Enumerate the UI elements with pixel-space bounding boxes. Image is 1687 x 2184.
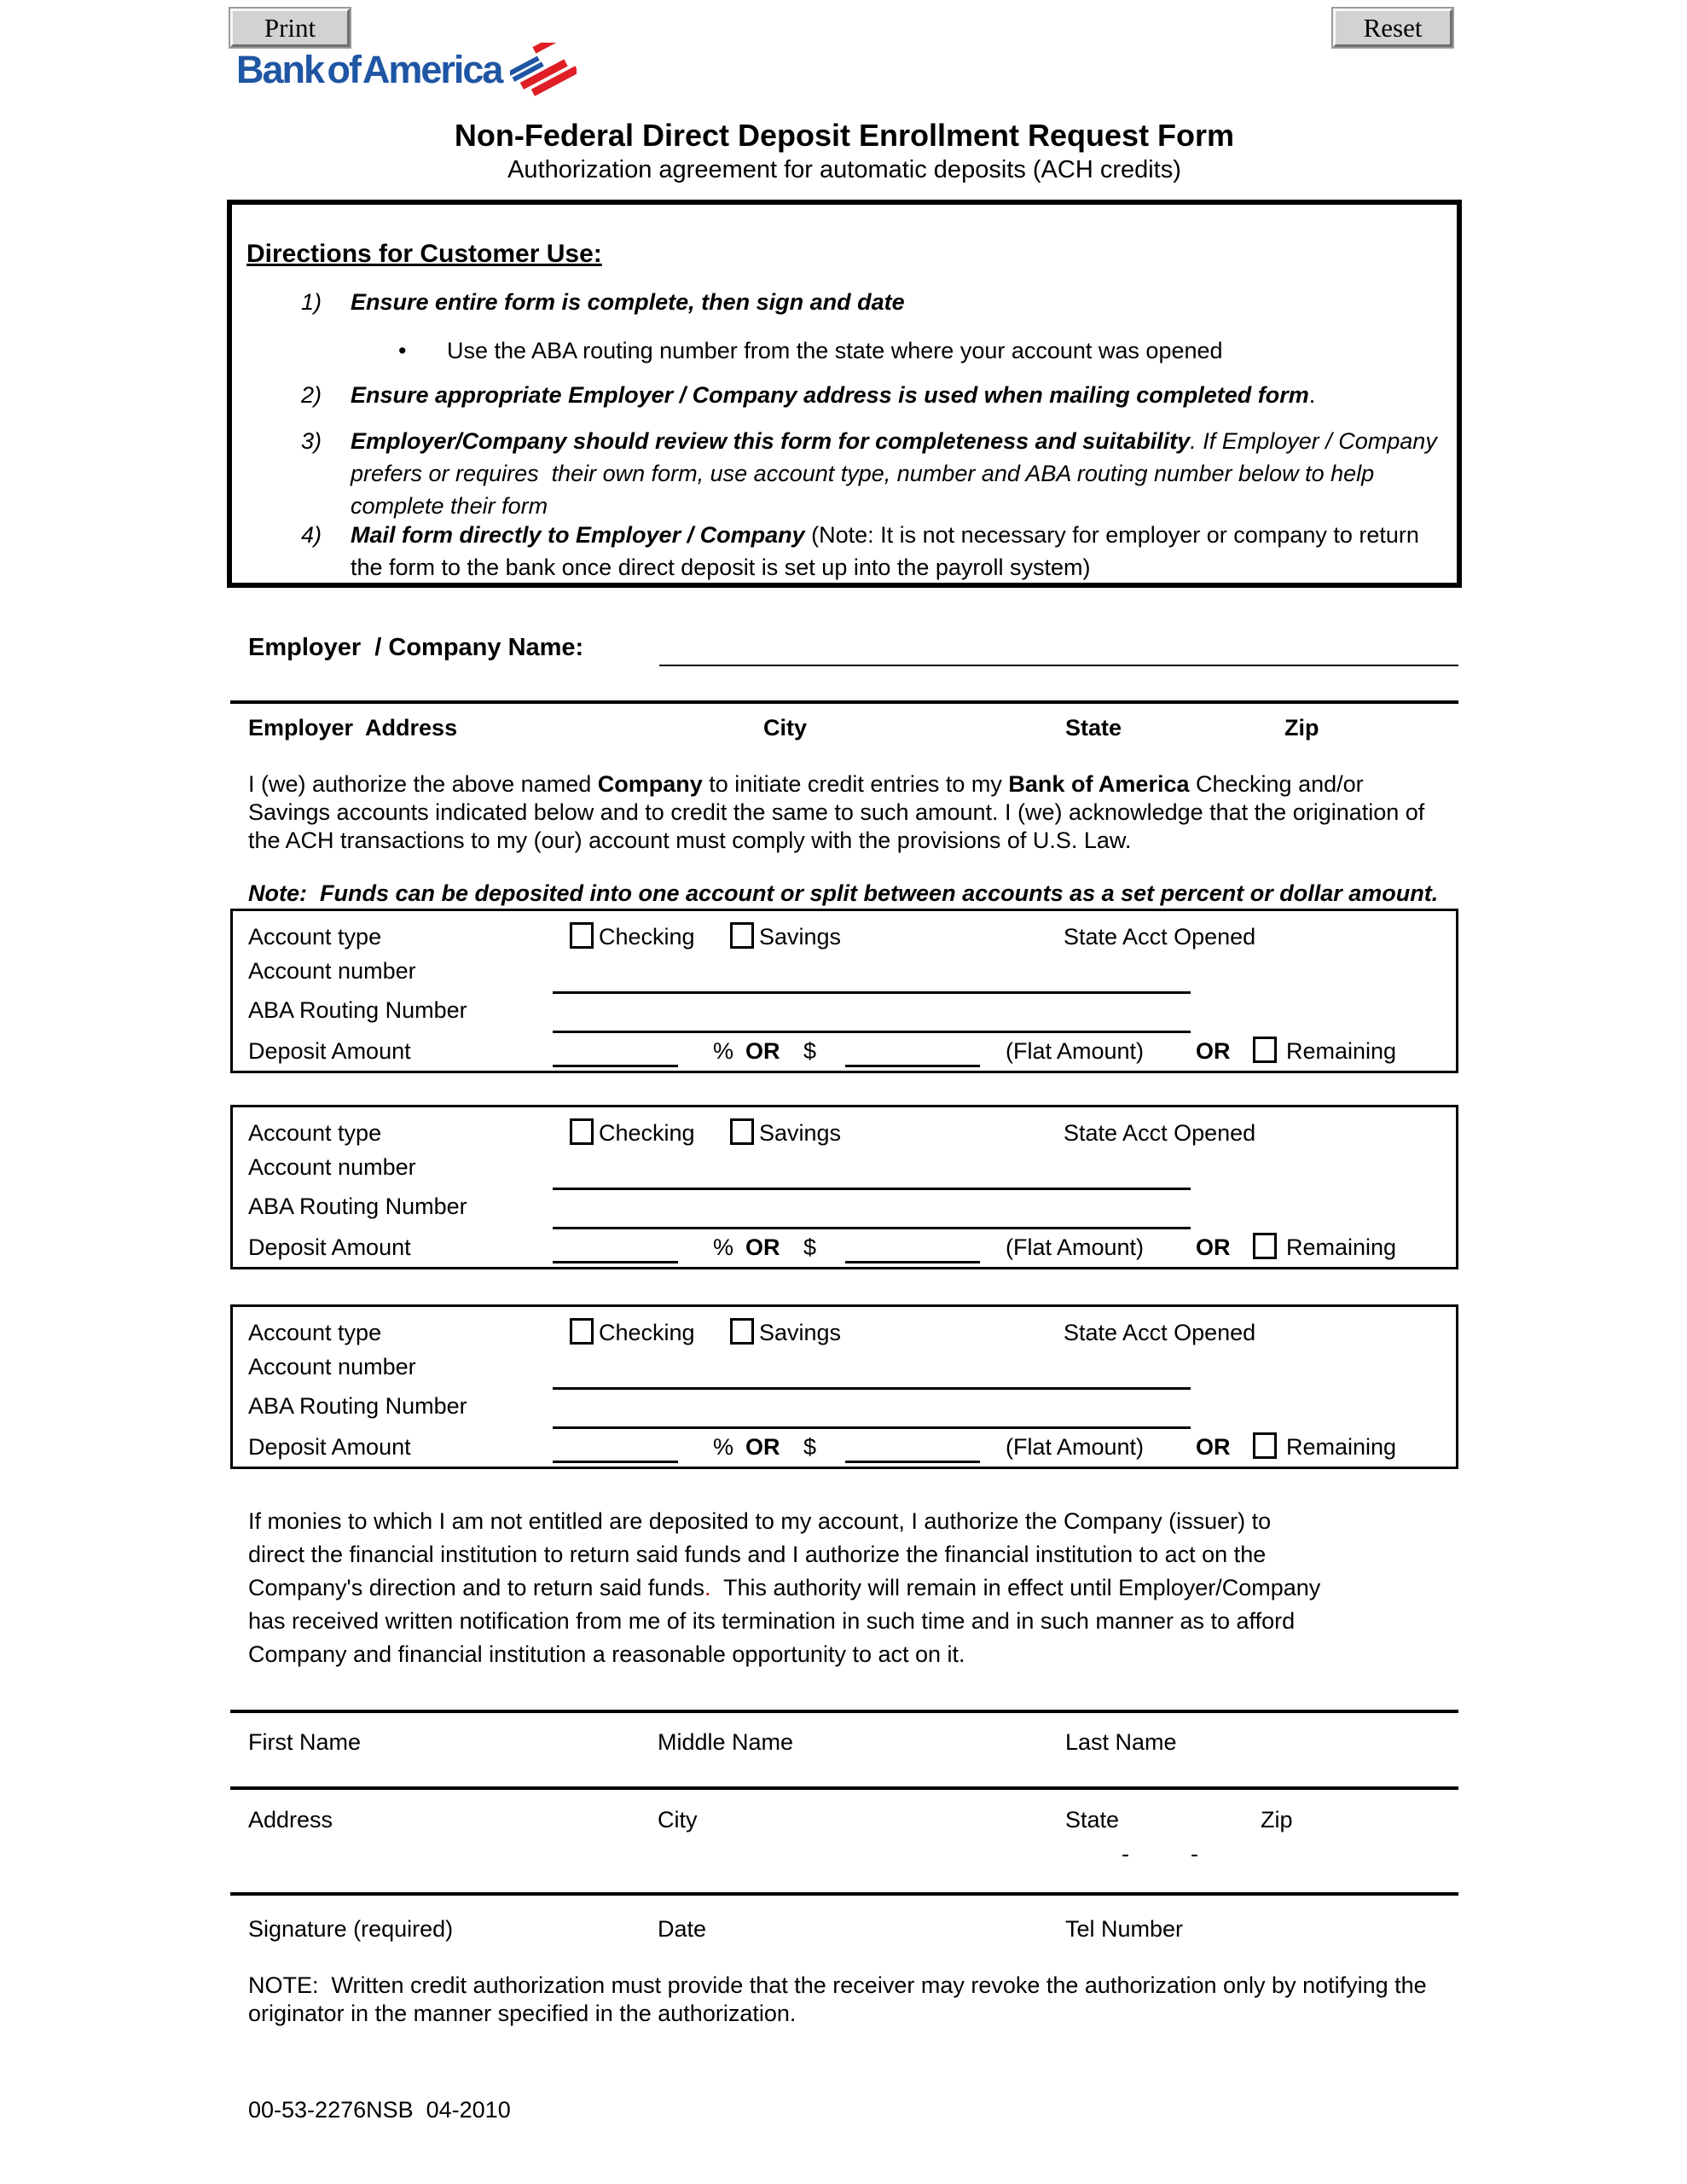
percent-sign: %: [713, 1038, 734, 1064]
auth-text-1: I (we) authorize the above named: [248, 771, 598, 797]
split-note: Note: Funds can be deposited into one account or split between accounts as a set percent or dollar amount.: [248, 880, 1439, 906]
or-label-2: OR: [1196, 1038, 1231, 1064]
remaining-label: Remaining: [1286, 1038, 1397, 1064]
percent-input-line[interactable]: [553, 1461, 678, 1463]
state-acct-opened-label: State Acct Opened: [1064, 1120, 1256, 1146]
checking-checkbox[interactable]: [570, 1118, 594, 1145]
direction-3-bold: Employer/Company should review this form for completeness and suitability: [351, 428, 1191, 454]
last-name-label: Last Name: [1065, 1729, 1177, 1755]
tel-dash-2: -: [1191, 1841, 1198, 1867]
account-block-2: [230, 1105, 1458, 1269]
footer-note: NOTE: Written credit authorization must provide that the receiver may revoke the authorization only by notifying the originator in the manner specified in the authorization.: [248, 1972, 1434, 2026]
aba-routing-input-line[interactable]: [553, 1227, 1191, 1229]
bank-of-america-wordmark: Bank of America: [236, 48, 502, 91]
flat-amount-input-line[interactable]: [845, 1261, 980, 1263]
direction-4-bold: Mail form directly to Employer / Company: [351, 522, 805, 548]
percent-sign: %: [713, 1434, 734, 1460]
state-acct-opened-label: State Acct Opened: [1064, 1320, 1256, 1345]
account-type-label: Account type: [248, 1320, 382, 1345]
tel-number-label: Tel Number: [1065, 1916, 1184, 1942]
print-button[interactable]: Print: [230, 9, 350, 47]
city-label: City: [658, 1807, 698, 1833]
employer-city-label: City: [763, 715, 808, 741]
aba-routing-input-line[interactable]: [553, 1426, 1191, 1429]
dollar-sign: $: [803, 1434, 817, 1460]
auth-text-2: to initiate credit entries to my: [702, 771, 1009, 797]
divider-name-row: [230, 1710, 1458, 1713]
signature-label: Signature (required): [248, 1916, 454, 1942]
direction-3-text: [351, 425, 1451, 522]
reset-button[interactable]: Reset: [1333, 9, 1452, 47]
employer-name-label: Employer / Company Name:: [248, 634, 584, 661]
form-number: 00-53-2276NSB 04-2010: [248, 2097, 511, 2123]
direction-2-tail: .: [1308, 382, 1316, 408]
auth-bold-bank: Bank of America: [1008, 771, 1190, 797]
divider-address-row: [230, 1786, 1458, 1790]
account-type-label: Account type: [248, 924, 382, 950]
legal-text-1: If monies to which I am not entitled are deposited to my account, I authorize the Company (issuer) to direct the financial institution to return said funds and I authorize the financial institution to act on the Company's direction and to return said funds: [248, 1508, 1278, 1600]
legal-text-2: This authority will remain in effect until Employer/Company has received written notification from me of its termination in such time and in such manner as to afford Company and financial institution a reasonable opportunity to act on it.: [248, 1575, 1327, 1667]
account-block-3: [230, 1304, 1458, 1469]
remaining-checkbox[interactable]: [1253, 1233, 1277, 1259]
account-block-1: [230, 909, 1458, 1073]
percent-input-line[interactable]: [553, 1261, 678, 1263]
remaining-label: Remaining: [1286, 1434, 1397, 1460]
account-number-label: Account number: [248, 1154, 416, 1180]
checking-label: Checking: [599, 1120, 695, 1146]
account-number-input-line[interactable]: [553, 1387, 1191, 1390]
flat-amount-input-line[interactable]: [845, 1065, 980, 1067]
aba-routing-label: ABA Routing Number: [248, 1194, 467, 1219]
percent-sign: %: [713, 1234, 734, 1260]
direction-3-tail: . If Employer / Company prefers or requires their own form, use account type, number and ABA routing number below to help complete their form: [351, 428, 1444, 519]
middle-name-label: Middle Name: [658, 1729, 794, 1755]
dollar-sign: $: [803, 1038, 817, 1064]
or-label-1: OR: [745, 1434, 780, 1460]
direction-4-tail: (Note: It is not necessary for employer or company to return the form to the bank once direct deposit is set up into the payroll system): [351, 522, 1426, 580]
first-name-label: First Name: [248, 1729, 362, 1755]
account-number-label: Account number: [248, 958, 416, 984]
employer-state-label: State: [1065, 715, 1122, 741]
tel-dash-1: -: [1122, 1841, 1129, 1867]
savings-checkbox[interactable]: [730, 922, 754, 949]
employer-zip-label: Zip: [1284, 715, 1319, 741]
flat-amount-label: (Flat Amount): [1006, 1434, 1145, 1460]
direction-1-bold: Ensure entire form is complete, then sign and date: [351, 289, 905, 315]
direction-2-number: 2): [301, 382, 322, 408]
aba-routing-input-line[interactable]: [553, 1031, 1191, 1033]
or-label-1: OR: [745, 1038, 780, 1064]
direction-2-bold: Ensure appropriate Employer / Company address is used when mailing completed form: [351, 382, 1309, 408]
page-subtitle: Authorization agreement for automatic deposits (ACH credits): [507, 156, 1181, 183]
employer-name-input-line[interactable]: [659, 634, 1458, 666]
savings-label: Savings: [759, 1120, 842, 1146]
direction-2-text: [351, 379, 1451, 411]
deposit-amount-label: Deposit Amount: [248, 1434, 411, 1460]
percent-input-line[interactable]: [553, 1065, 678, 1067]
divider-signature-row: [230, 1892, 1458, 1896]
authorization-paragraph: [248, 770, 1434, 855]
aba-routing-label: ABA Routing Number: [248, 1393, 467, 1419]
checking-checkbox[interactable]: [570, 922, 594, 949]
checking-checkbox[interactable]: [570, 1318, 594, 1345]
direction-3-number: 3): [301, 428, 322, 454]
legal-paragraph: [248, 1505, 1327, 1671]
savings-checkbox[interactable]: [730, 1318, 754, 1345]
deposit-amount-label: Deposit Amount: [248, 1234, 411, 1260]
or-label-2: OR: [1196, 1434, 1231, 1460]
direction-1-number: 1): [301, 289, 322, 315]
direction-1-text: [351, 286, 1451, 318]
account-number-input-line[interactable]: [553, 991, 1191, 994]
dollar-sign: $: [803, 1234, 817, 1260]
account-number-input-line[interactable]: [553, 1188, 1191, 1190]
directions-box: [227, 200, 1462, 588]
checking-label: Checking: [599, 1320, 695, 1345]
directions-heading: Directions for Customer Use:: [246, 240, 602, 268]
checking-label: Checking: [599, 924, 695, 950]
deposit-amount-label: Deposit Amount: [248, 1038, 411, 1064]
divider-employer-address: [230, 700, 1458, 704]
savings-label: Savings: [759, 924, 842, 950]
date-label: Date: [658, 1916, 707, 1942]
flat-amount-label: (Flat Amount): [1006, 1234, 1145, 1260]
flat-amount-input-line[interactable]: [845, 1461, 980, 1463]
address-label: Address: [248, 1807, 333, 1833]
remaining-checkbox[interactable]: [1253, 1037, 1277, 1063]
auth-text-3: Checking and/or Savings accounts indicated below and to credit the same to such amount. I (we) acknowledge that the origination of the ACH transactions to my (our) account must comply with the provisions of U.S. Law.: [248, 771, 1431, 853]
savings-label: Savings: [759, 1320, 842, 1345]
or-label-1: OR: [745, 1234, 780, 1260]
employer-name-row: [230, 634, 1458, 671]
savings-checkbox[interactable]: [730, 1118, 754, 1145]
remaining-label: Remaining: [1286, 1234, 1397, 1260]
aba-routing-label: ABA Routing Number: [248, 997, 467, 1023]
employer-address-label: Employer Address: [248, 715, 458, 741]
state-label: State: [1065, 1807, 1120, 1833]
page-title: Non-Federal Direct Deposit Enrollment Request Form: [454, 118, 1235, 153]
direction-bullet-text: Use the ABA routing number from the state where your account was opened: [447, 338, 1223, 363]
flat-amount-label: (Flat Amount): [1006, 1038, 1145, 1064]
remaining-checkbox[interactable]: [1253, 1432, 1277, 1459]
legal-red-period: .: [704, 1575, 711, 1600]
account-type-label: Account type: [248, 1120, 382, 1146]
form-content: [230, 0, 1458, 2184]
or-label-2: OR: [1196, 1234, 1231, 1260]
state-acct-opened-label: State Acct Opened: [1064, 924, 1256, 950]
auth-bold-company: Company: [597, 771, 703, 797]
account-number-label: Account number: [248, 1354, 416, 1380]
zip-label: Zip: [1261, 1807, 1293, 1833]
direction-4-text: [351, 519, 1451, 584]
bullet-icon: •: [398, 338, 407, 363]
direction-4-number: 4): [301, 522, 322, 548]
